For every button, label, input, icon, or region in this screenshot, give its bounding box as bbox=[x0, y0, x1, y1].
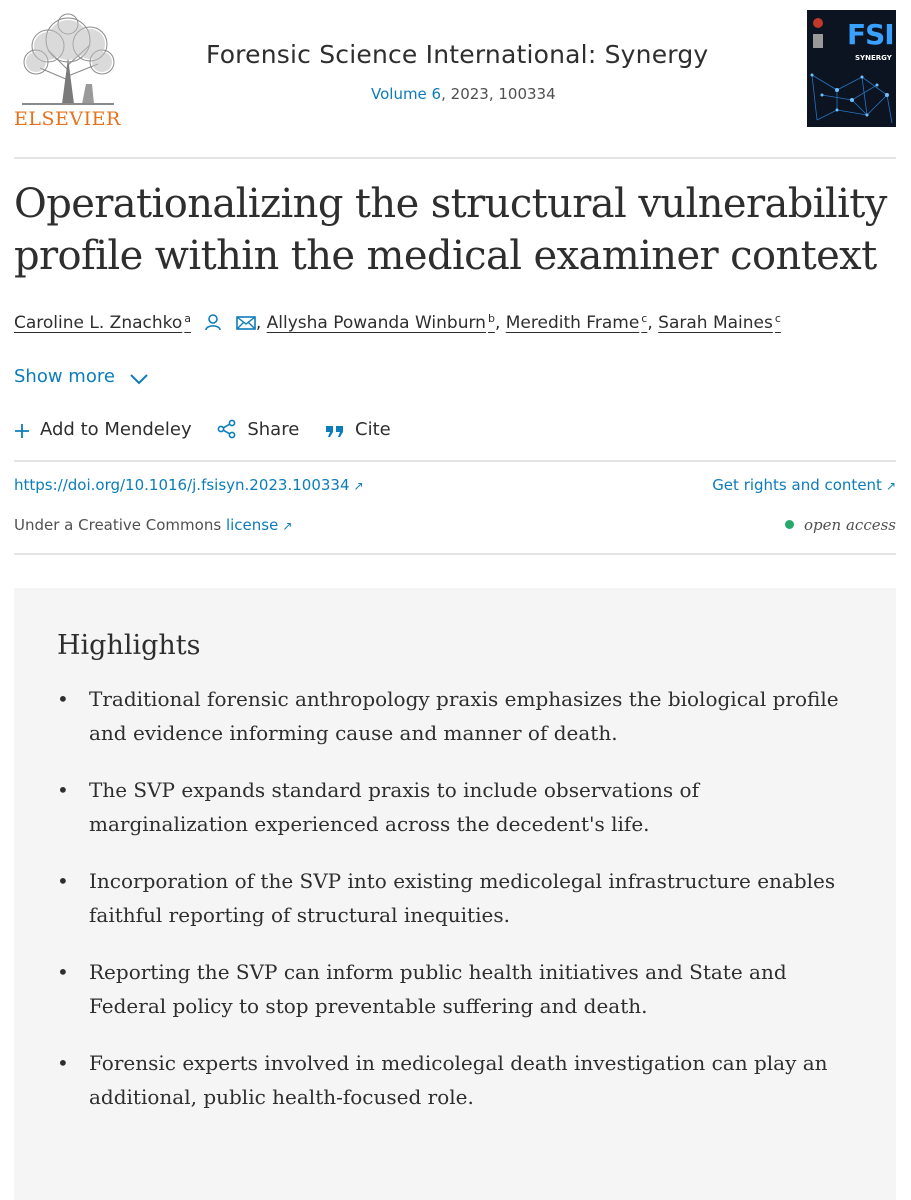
chevron-down-icon bbox=[129, 372, 149, 386]
mendeley-label: Add to Mendeley bbox=[40, 419, 192, 440]
show-more-button[interactable] bbox=[14, 366, 149, 387]
bullet-icon: • bbox=[57, 1051, 69, 1075]
actions-divider bbox=[14, 460, 896, 462]
header-divider bbox=[14, 157, 896, 159]
article-title: Operationalizing the structural vulnerability profile within the medical examiner context bbox=[14, 181, 887, 279]
list-item: • Reporting the SVP can inform public health initiatives and State and Federal policy to stop preventable suffering and death. bbox=[57, 955, 857, 1023]
author-link[interactable]: Allysha Powanda Winburn $^b$ bbox=[266, 312, 495, 333]
show-more-label: Show more bbox=[14, 366, 115, 387]
publisher-name: ELSEVIER bbox=[14, 108, 121, 130]
highlights-section bbox=[14, 588, 896, 1200]
share-icon bbox=[217, 419, 237, 439]
bullet-icon: • bbox=[57, 778, 69, 802]
highlights-title: Highlights bbox=[57, 630, 201, 661]
bullet-icon: • bbox=[57, 960, 69, 984]
license-info bbox=[14, 516, 292, 534]
external-link-icon: ↗ bbox=[353, 479, 364, 493]
license-prefix: Under a Creative Commons bbox=[14, 516, 226, 534]
journal-header bbox=[0, 0, 911, 160]
volume-details: , 2023, 100334 bbox=[441, 85, 556, 103]
highlights-list bbox=[57, 682, 857, 1137]
author-separator: , bbox=[494, 313, 506, 333]
bullet-icon: • bbox=[57, 687, 69, 711]
quote-icon bbox=[325, 423, 345, 439]
share-button[interactable] bbox=[217, 419, 299, 440]
cite-label: Cite bbox=[355, 419, 391, 440]
author-separator: , bbox=[647, 313, 659, 333]
volume-link[interactable]: Volume 6 bbox=[371, 85, 442, 103]
author-link[interactable]: Sarah Maines $^c$ bbox=[658, 312, 781, 333]
list-item: • Incorporation of the SVP into existing medicolegal infrastructure enables faithful reporting of structural inequities. bbox=[57, 864, 857, 932]
cover-badge-icon bbox=[813, 18, 823, 28]
network-graphic-icon bbox=[807, 65, 896, 127]
author-link[interactable]: Meredith Frame $^c$ bbox=[505, 312, 648, 333]
open-access-badge: open access bbox=[785, 516, 896, 534]
add-to-mendeley-button[interactable] bbox=[14, 419, 192, 440]
plus-icon bbox=[14, 423, 30, 439]
status-dot-icon bbox=[785, 520, 794, 529]
cover-subtitle: SYNERGY bbox=[855, 54, 892, 62]
cover-title: FSI bbox=[847, 18, 894, 51]
list-item: • The SVP expands standard praxis to include observations of marginalization experienced across the decedent's life. bbox=[57, 773, 857, 841]
external-link-icon: ↗ bbox=[282, 519, 293, 533]
author-list bbox=[14, 312, 781, 336]
person-icon[interactable] bbox=[204, 313, 222, 336]
journal-volume-info bbox=[371, 85, 556, 103]
author-link[interactable]: Caroline L. Znachko $^a$ bbox=[14, 312, 192, 333]
cite-button[interactable] bbox=[325, 419, 391, 440]
journal-cover[interactable] bbox=[807, 10, 896, 127]
email-icon[interactable] bbox=[236, 315, 256, 336]
doi-link[interactable]: https://doi.org/10.1016/j.fsisyn.2023.100334 ↗ bbox=[14, 476, 364, 494]
cover-mark-icon bbox=[813, 34, 823, 48]
journal-title-link[interactable]: Forensic Science International: Synergy bbox=[206, 40, 709, 69]
list-item: • Forensic experts involved in medicolegal death investigation can play an additional, public health-focused role. bbox=[57, 1046, 857, 1114]
bullet-icon: • bbox=[57, 869, 69, 893]
meta-divider bbox=[14, 553, 896, 555]
article-actions bbox=[14, 419, 411, 440]
list-item: • Traditional forensic anthropology praxis emphasizes the biological profile and evidence informing cause and manner of death. bbox=[57, 682, 857, 750]
rights-link[interactable]: Get rights and content ↗ bbox=[712, 476, 896, 494]
external-link-icon: ↗ bbox=[885, 479, 896, 493]
license-link[interactable]: license ↗ bbox=[225, 516, 293, 534]
author-separator: , bbox=[255, 313, 267, 333]
share-label: Share bbox=[247, 419, 300, 440]
